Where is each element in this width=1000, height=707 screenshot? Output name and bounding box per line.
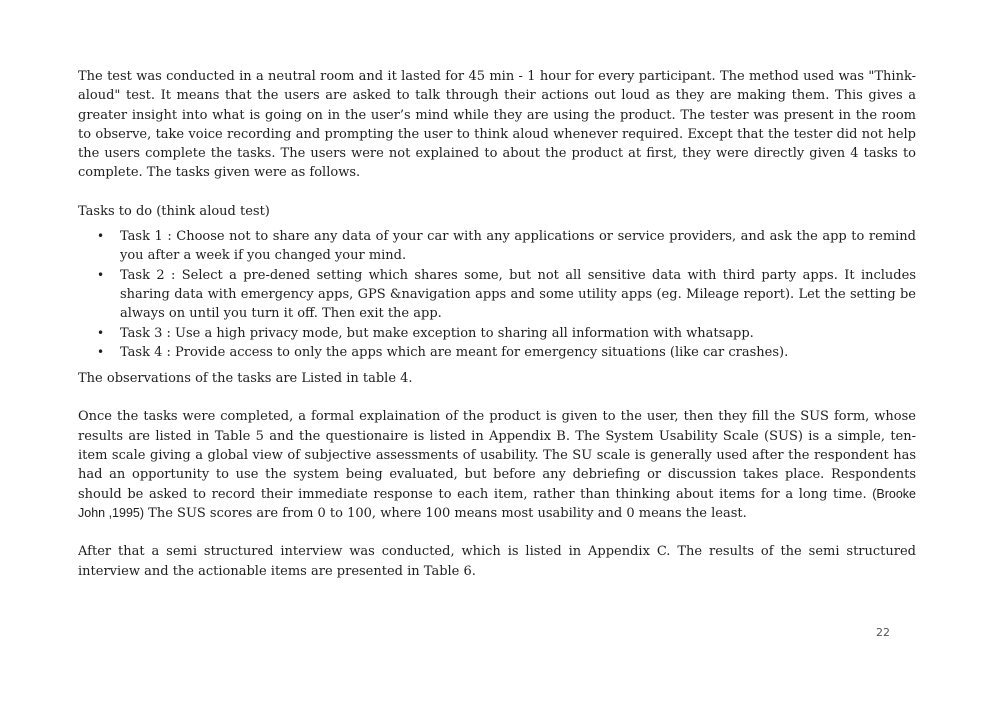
bullet-icon: •	[97, 267, 105, 282]
page-number: 22	[876, 626, 890, 639]
bullet-icon: •	[97, 229, 105, 244]
task-text: Task 1 : Choose not to share any data of your car with any applications or service providers, and ask the app to remind you after a week if you changed your mind.	[120, 229, 916, 264]
sus-text-after: The SUS scores are from 0 to 100, where 100 means most usability and 0 means the least.	[144, 505, 747, 521]
tasks-heading: Tasks to do (think aloud test)	[78, 203, 270, 219]
list-item	[78, 324, 916, 343]
task-list	[78, 227, 916, 362]
interview-paragraph: After that a semi structured interview was conducted, which is listed in Appendix C. The results of the semi structured interview and the actionable items are presented in Table 6.	[78, 544, 916, 579]
intro-paragraph: The test was conducted in a neutral room and it lasted for 45 min - 1 hour for every participant. The method used was "Think-aloud" test. It means that the users are asked to talk through their actions out loud as they are making them. This gives a greater insight into what is going on in the user’s mind while they are using the product. The tester was present in the room to observe, take voice recording and prompting the user to think aloud whenever required. Except that the tester did not help the users complete the tasks. The users were not explained to about the product at first, they were directly given 4 tasks to complete. The tasks given were as follows.	[78, 69, 916, 181]
sus-text-before: Once the tasks were completed, a formal explaination of the product is given to the user, then they fill the SUS form, whose results are listed in Table 5 and the questionaire is listed in Appendix B. The System Usability Scale (SUS) is a simple, ten-item scale giving a global view of subjective assessments of usability. The SU scale is generally used after the respondent has had an opportunity to use the system being evaluated, but before any debriefing or discussion takes place. Respondents should be asked to record their immediate response to each item, rather than thinking about items for a long time.	[78, 409, 916, 502]
bullet-icon: •	[97, 325, 105, 340]
list-item	[78, 266, 916, 324]
list-item	[78, 227, 916, 266]
task-text: Task 3 : Use a high privacy mode, but make exception to sharing all information with whatsapp.	[120, 325, 754, 341]
sus-paragraph	[78, 407, 916, 523]
task-text: Task 4 : Provide access to only the apps which are meant for emergency situations (like car crashes).	[120, 344, 789, 360]
task-text: Task 2 : Select a pre-dened setting which shares some, but not all sensitive data with third party apps. It includes sharing data with emergency apps, GPS &navigation apps and some utility apps (eg. Mileage report). Let the setting be always on until you turn it off. Then exit the app.	[120, 267, 916, 322]
list-item	[78, 343, 916, 362]
bullet-icon: •	[97, 344, 105, 359]
document-body	[78, 67, 916, 581]
citation: (Brooke John ,1995)	[78, 486, 916, 520]
observations-paragraph: The observations of the tasks are Listed in table 4.	[78, 371, 413, 387]
